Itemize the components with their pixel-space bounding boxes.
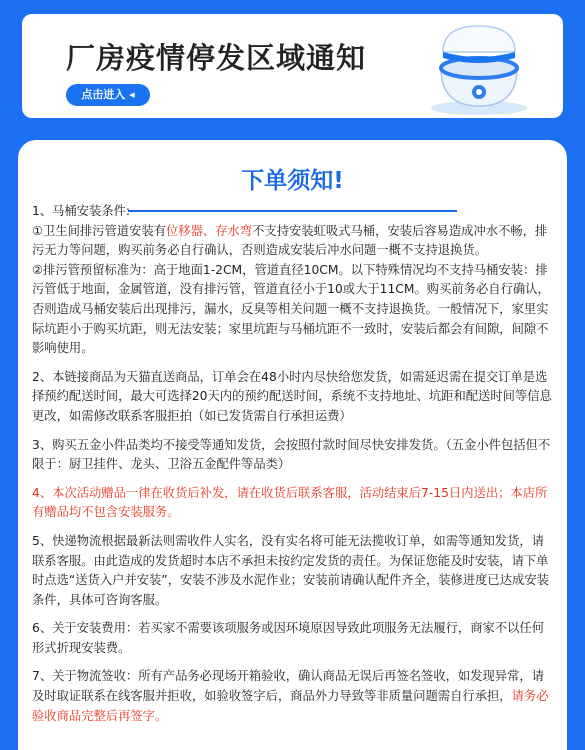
notice-item-2: 2、本链接商品为天猫直送商品，订单会在48小时内尽快给您发货，如需延迟需在提交订单是选择预约配送时间，最大可选择20天内的预约配送时间，系统不支持地址、坑距和配送时间等信息更改，如需修改联系客服拒拍（如已发货需自行承担运费） — [32, 369, 552, 423]
item1-text-red: 位移器、存水弯 — [166, 223, 253, 238]
notice-item-3: 3、购买五金小件品类均不接受等通知发货，会按照付款时间尽快安排发货。（五金小件包括但不限于：厨卫挂件、龙头、卫浴五金配件等品类） — [32, 437, 551, 472]
notice-item-1 — [32, 202, 555, 359]
notice-heading: 下单须知! — [241, 168, 344, 194]
promo-banner[interactable] — [22, 14, 563, 118]
enter-button[interactable]: 点击进入 ◂ — [66, 84, 150, 106]
notice-item-6: 6、关于安装费用：若买家不需要该项服务或因环境原因导致此项服务无法履行，商家不以任何形式折现安装费。 — [32, 621, 544, 655]
notice-panel — [18, 140, 567, 750]
item1-text-b: 不支持安装虹吸式马桶，安装后容易造成冲水不畅，排污无力等问题，购买前务必自行确认，否则造成安装后冲水问题一概不支持退换货。 — [32, 223, 548, 258]
toilet-illustration-icon — [413, 18, 543, 116]
item7-text: 7、关于物流签收：所有产品务必现场开箱验收，确认商品无误后再签名签收，如发现异常，请及时取证联系在线客服并拒收，如验收签字后，商品外力导致等非质量问题需自行承担， — [32, 669, 544, 704]
notice-item-7 — [32, 667, 555, 726]
item1-text-2: ②排污管预留标准为：高于地面1-2CM，管道直径10CM。以下特殊情况均不支持马桶安装：排污管低于地面，金属管道，没有排污管，管道直径小于10或大于11CM。购买前务必自行确认，否则造成马桶安装后出现排污，漏水，反臭等相关问题一概不支持退换货。一般情况下，家里实际坑距小于购买坑距，则无法安装；家里坑距与马桶坑距不一致时，安装后都会有间隙，间隙不影响使用。 — [32, 262, 550, 356]
item7-text-red: 请务必验收商品完整后再签字。 — [32, 689, 549, 723]
notice-item-4: 4、本次活动赠品一律在收货后补发，请在收货后联系客服，活动结束后7-15日内送出；本店所有赠品均不包含安装服务。 — [32, 485, 548, 520]
item1-title: 1、马桶安装条件: — [32, 204, 131, 218]
item1-text-a: ①卫生间排污管道安装有 — [32, 223, 166, 238]
banner-title: 厂房疫情停发区域通知 — [66, 41, 367, 75]
notice-item-5: 5、快递物流根据最新法则需收件人实名，没有实名将可能无法揽收订单，如需等通知发货，请联系客服。由此造成的发货超时本店不承担未按约定发货的责任。为保证您能及时安装，请下单时点选“送货入户并安装”，安装不涉及水泥作业；安装前请确认配件齐全，装修进度已达成安装条件，具体可咨询客服。 — [32, 533, 549, 607]
